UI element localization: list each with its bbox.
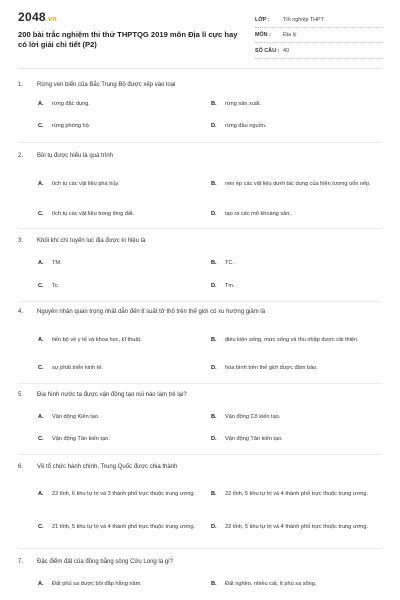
question-text: Đặc điểm đất của đồng bằng sông Cửu Long là gì? [37, 559, 174, 565]
option-letter: C. [38, 524, 44, 530]
question-divider [18, 454, 382, 455]
question-2 [18, 151, 382, 217]
option-text: rừng sản xuất. [225, 101, 262, 107]
question-number: 3. [18, 238, 24, 244]
option-letter: B. [211, 337, 217, 343]
option-c[interactable] [38, 121, 202, 131]
option-b[interactable] [211, 258, 375, 268]
option-text: TC. [225, 260, 235, 266]
option-b[interactable] [211, 176, 375, 192]
question-text: Nguyên nhân quan trọng nhất dẫn đến tỉ suất tử thô trên thế giới có xu hướng giảm là [37, 309, 266, 315]
option-text: TM. [52, 260, 62, 266]
option-d[interactable] [211, 434, 375, 444]
option-letter: A. [38, 337, 44, 343]
option-letter: A. [38, 101, 44, 107]
option-b[interactable] [211, 486, 375, 502]
option-text: Vận động Kiến tạo. [52, 414, 100, 420]
option-letter: C. [38, 211, 44, 217]
question-stem [18, 151, 382, 161]
meta-key: MÔN : [255, 32, 271, 39]
option-a[interactable] [38, 412, 202, 422]
option-letter: A. [38, 414, 44, 420]
option-text: rừng phòng hộ. [52, 123, 91, 129]
option-text: Vận động Tân kiến tạo. [52, 436, 110, 442]
meta-value: Tốt nghiệp THPT [283, 16, 324, 23]
option-letter: B. [211, 260, 217, 266]
meta-key: LỚP : [255, 16, 270, 23]
option-text: 22 tỉnh, 5 khu tự trị và 4 thành phố trực thuộc trung ương. [225, 491, 369, 497]
option-letter: B. [211, 581, 217, 587]
option-b[interactable] [211, 99, 375, 109]
question-divider [18, 301, 382, 302]
question-6 [18, 462, 382, 530]
option-a[interactable] [38, 486, 202, 502]
option-letter: B. [211, 414, 217, 420]
option-letter: B. [211, 101, 217, 107]
page-title: 200 bài trắc nghiệm thi thử THPTQG 2019 môn Địa lí cực hay có lời giải chi tiết (P2) [18, 30, 238, 49]
question-5 [18, 390, 382, 442]
question-number: 7. [18, 559, 24, 565]
option-text: Vận động Cổ kiến tạo. [225, 414, 281, 420]
option-c[interactable] [38, 281, 202, 291]
question-stem [18, 462, 382, 472]
meta-value: 40 [283, 47, 289, 54]
option-letter: D. [211, 283, 217, 289]
option-text: tiến bộ về y tế và khoa học, kĩ thuật. [52, 337, 142, 343]
question-text: Địa hình nước ta được vận động tạo núi nào làm trẻ lại? [37, 392, 187, 398]
option-letter: A. [38, 581, 44, 587]
option-text: 21 tỉnh, 5 khu tự trị và 4 thành phố trực thuộc trung ương. [52, 524, 196, 530]
logo-suffix: .vn [45, 16, 57, 23]
meta-value: Địa lý [283, 32, 297, 39]
option-a[interactable] [38, 332, 202, 348]
option-d[interactable] [211, 281, 375, 291]
option-letter: D. [211, 123, 217, 129]
question-stem [18, 236, 382, 246]
question-1 [18, 80, 382, 129]
option-letter: D. [211, 211, 217, 217]
option-d[interactable] [211, 363, 375, 373]
option-text: Tm. [225, 283, 235, 289]
option-text: nén ép các vật liệu dưới tác dụng của hiện tượng uốn nếp. [225, 181, 371, 187]
option-letter: A. [38, 181, 44, 187]
question-stem [18, 80, 382, 90]
option-text: tích tụ các vật liệu trong lòng đất. [52, 211, 135, 217]
option-text: Đất nghèo, nhiều cát, ít phù sa sông. [225, 581, 317, 587]
question-stem [18, 390, 382, 400]
option-letter: D. [211, 524, 217, 530]
option-letter: B. [211, 181, 217, 187]
option-d[interactable] [211, 519, 375, 535]
question-divider [18, 548, 382, 549]
question-text: Bồi tụ được hiểu là quá trình [37, 153, 113, 159]
option-text: 22 tỉnh, 5 khu tự trị và 4 thành phố trực thuộc trung ương. [225, 524, 369, 530]
question-number: 4. [18, 309, 24, 315]
question-stem [18, 307, 382, 317]
option-text: điều kiện sống, mức sống và thu nhập được cải thiện. [225, 337, 359, 343]
option-letter: A. [38, 491, 44, 497]
option-letter: D. [211, 365, 217, 371]
option-letter: A. [38, 260, 44, 266]
option-letter: C. [38, 365, 44, 371]
option-c[interactable] [38, 363, 202, 373]
option-a[interactable] [38, 258, 202, 268]
option-text: Tc. [52, 283, 60, 289]
option-text: rừng đặc dụng. [52, 101, 90, 107]
option-letter: D. [211, 436, 217, 442]
option-b[interactable] [211, 412, 375, 422]
option-text: Vận động Tân kiến tạo. [225, 436, 283, 442]
document-header [0, 0, 400, 66]
question-7 [18, 557, 382, 587]
option-text: hòa bình trên thế giới được đảm bảo. [225, 365, 318, 371]
option-d[interactable] [211, 209, 375, 219]
question-stem [18, 557, 382, 567]
question-number: 6. [18, 464, 24, 470]
meta-row-class [255, 13, 383, 28]
document-meta [255, 13, 383, 59]
meta-row-count [255, 44, 383, 59]
question-divider [18, 383, 382, 384]
question-divider [18, 228, 382, 229]
question-4 [18, 307, 382, 371]
header-divider [18, 68, 382, 69]
option-a[interactable] [38, 99, 202, 109]
option-c[interactable] [38, 519, 202, 535]
option-letter: C. [38, 123, 44, 129]
question-number: 1. [18, 82, 24, 88]
option-text: Đất phù sa được bồi đắp hằng năm. [52, 581, 142, 587]
question-number: 2. [18, 153, 24, 159]
option-d[interactable] [211, 121, 375, 131]
option-a[interactable] [38, 579, 202, 589]
question-text: Về tổ chức hành chính, Trung Quốc được chia thành [37, 464, 178, 470]
option-letter: B. [211, 491, 217, 497]
question-number: 5. [18, 392, 24, 398]
option-c[interactable] [38, 209, 202, 219]
question-text: Rừng ven biển của Bắc Trung Bộ được xếp vào loại [37, 82, 176, 88]
question-divider [18, 142, 382, 143]
option-text: tạo ra các mỏ khoáng sản. [225, 211, 291, 217]
option-text: rừng đầu nguồn. [225, 123, 267, 129]
option-text: 22 tỉnh, 6 khu tự trị và 3 thành phố trực thuộc trung ương. [52, 491, 196, 497]
option-a[interactable] [38, 176, 202, 192]
question-3 [18, 236, 382, 289]
site-logo[interactable] [18, 10, 57, 24]
option-letter: C. [38, 436, 44, 442]
option-c[interactable] [38, 434, 202, 444]
option-letter: C. [38, 283, 44, 289]
question-text: Khối khí chí tuyến lục địa được kí hiệu là [37, 238, 146, 244]
option-text: sự phát triển kinh tế. [52, 365, 104, 371]
meta-row-subject [255, 29, 383, 44]
meta-key: SỐ CÂU : [255, 47, 280, 54]
option-text: tích tụ các vật liệu phá hủy. [52, 181, 120, 187]
option-b[interactable] [211, 579, 375, 589]
option-b[interactable] [211, 332, 375, 348]
logo-main: 2048 [18, 10, 46, 24]
